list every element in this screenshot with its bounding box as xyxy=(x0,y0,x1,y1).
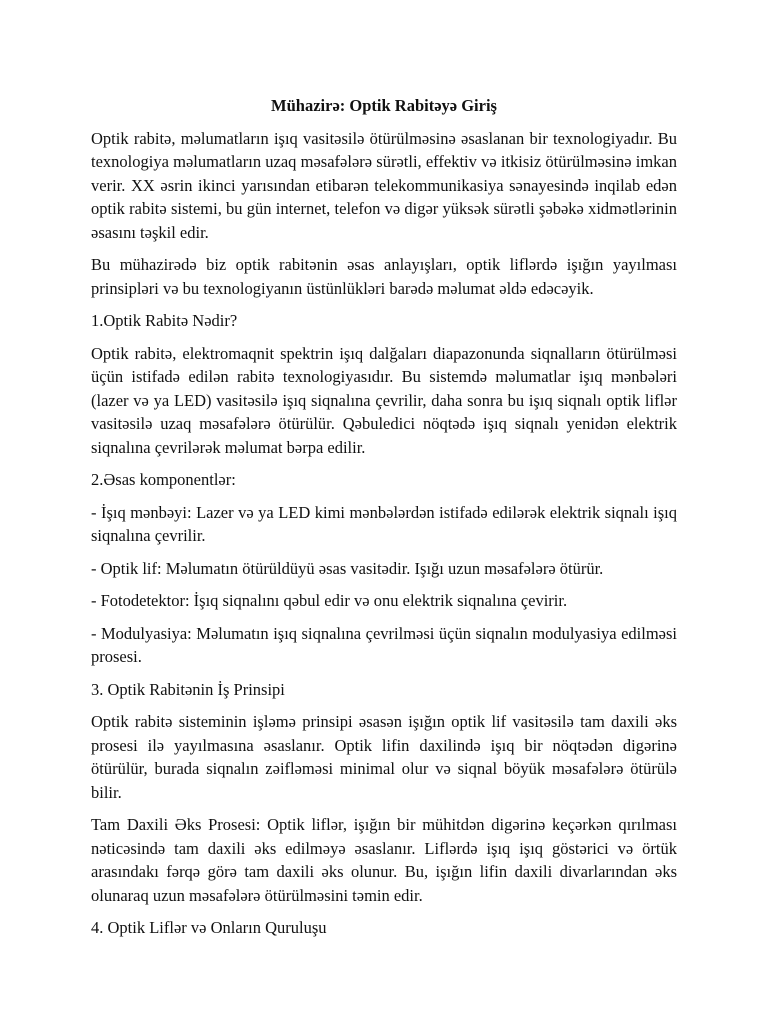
document-title: Mühazirə: Optik Rabitəyə Giriş xyxy=(271,96,497,115)
component-optical-fiber: - Optik lif: Məlumatın ötürüldüyü əsas vasitədir. Işığı uzun məsafələrə ötürür. xyxy=(91,558,604,578)
component-modulation: - Modulyasiya: Məlumatın işıq siqnalına çevrilməsi üçün siqnalın modulyasiya edilməsi prosesi. xyxy=(91,623,677,666)
section-heading-1: 1.Optik Rabitə Nədir? xyxy=(91,311,238,330)
component-photodetector: - Fotodetektor: İşıq siqnalını qəbul edir və onu elektrik siqnalına çevirir. xyxy=(91,591,568,610)
section-heading-2: 2.Əsas komponentlər: xyxy=(91,470,236,489)
intro-paragraph: Optik rabitə, məlumatların işıq vasitəsilə ötürülməsinə əsaslanan bir texnologiyadır. Bu texnologiya məlumatların uzaq məsafələrə sürətli, effektiv və itkisiz ötürülməsinə imkan verir. XX əsrin ikinci yarısından etibarən telekommunikasiya sənayesində inqilab edən optik rabitə sistemi, bu gün internet, telefon və digər yüksək sürətli şəbəkə xidmətlərinin əsasını təşkil edir. xyxy=(91,128,677,242)
section-3-paragraph-1: Optik rabitə sisteminin işləmə prinsipi əsasən işığın optik lif vasitəsilə tam daxili əks prosesi ilə yayılmasına əsaslanır. Optik lifin daxilində işıq bir nöqtədən digərinə ötürülür, burada siqnalın zəifləməsi minimal olur və siqnal böyük məsafələrə ötürülə bilir. xyxy=(91,712,677,802)
section-1-paragraph: Optik rabitə, elektromaqnit spektrin işıq dalğaları diapazonunda siqnalların ötürülməsi üçün istifadə edilən rabitə texnologiyasıdır. Bu sistemdə məlumatlar işıq mənbələri (lazer və ya LED) vasitəsilə işıq siqnalına çevrilir, daha sonra bu işıq siqnalı optik liflər vasitəsilə uzaq məsafələrə ötürülür. Qəbuledici nöqtədə işıq siqnalı yenidən elektrik siqnalına çevrilərək məlumat bərpa edilir. xyxy=(91,343,677,457)
section-3-paragraph-2: Tam Daxili Əks Prosesi: Optik liflər, işığın bir mühitdən digərinə keçərkən qırılması nəticəsində tam daxili əks edilməyə əsaslanır. Liflərdə işıq işıq göstərici və örtük arasındakı fərqə görə tam daxili əks olunur. Bu, işığın lifin daxili divarlarından əks olunaraq uzun məsafələrə ötürülməsini təmin edir. xyxy=(91,815,677,905)
lecture-scope-paragraph: Bu mühazirədə biz optik rabitənin əsas anlayışları, optik liflərdə işığın yayılması prinsipləri və bu texnologiyanın üstünlükləri barədə məlumat əldə edəcəyik. xyxy=(91,255,677,298)
section-heading-3: 3. Optik Rabitənin İş Prinsipi xyxy=(91,679,285,699)
component-light-source: - İşıq mənbəyi: Lazer və ya LED kimi mənbələrdən istifadə edilərək elektrik siqnalı işıq siqnalına çevrilir. xyxy=(91,502,677,545)
section-heading-4: 4. Optik Liflər və Onların Quruluşu xyxy=(91,918,327,937)
